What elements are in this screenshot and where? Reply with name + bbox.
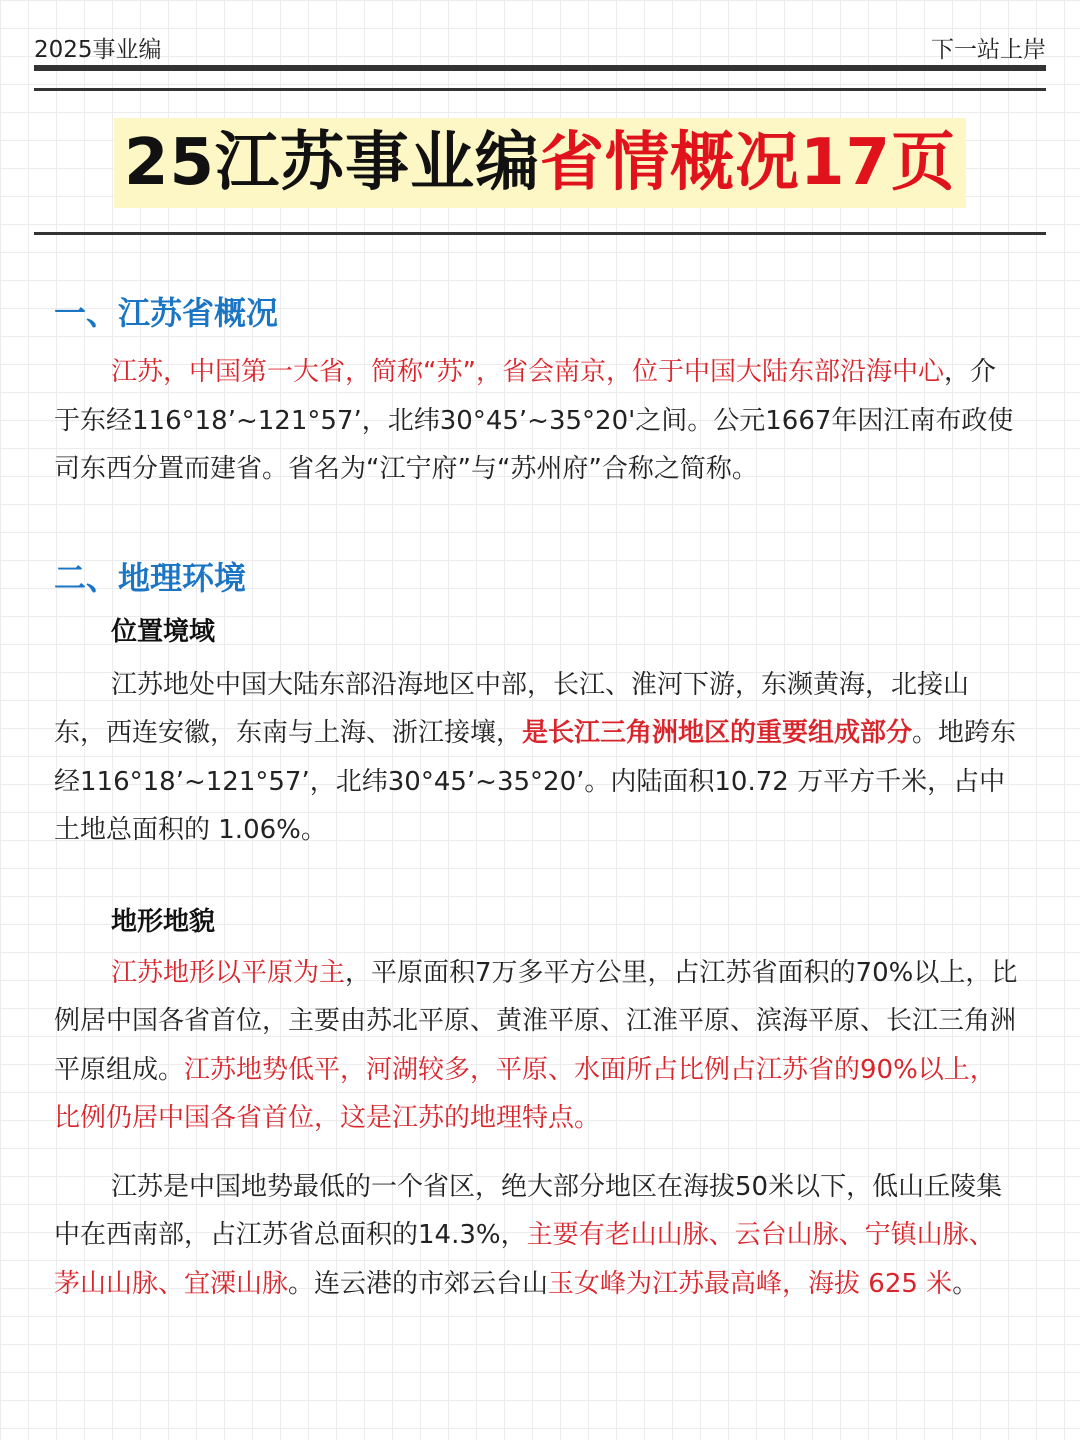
location-red-text: 是长江三角洲地区的重要组成部分 xyxy=(522,718,913,748)
terrain2-text-a: 江苏是中国地势最低的一个省区，绝大部分地区在海拔50米以下，低山丘陵集中在西南部，占江苏省总面积的14.3%， xyxy=(54,1171,1003,1250)
title-bottom-rule xyxy=(34,232,1046,235)
section1-paragraph xyxy=(54,348,1018,494)
terrain2-text-e: 。 xyxy=(952,1268,979,1299)
section1-text: ，介于东经116°18’~121°57’，北纬30°45’~35°20'之间。公元1667年因江南布政使司东西分置而建省。省名为“江宁府”与“苏州府”合称之简称。 xyxy=(54,357,1014,484)
terrain2-red-text-d: 玉女峰为江苏最高峰，海拔 625 米 xyxy=(548,1268,953,1299)
header-left-label: 2025事业编 xyxy=(34,37,162,63)
location-text-b: 。地跨东经116°18’~121°57’，北纬30°45’~35°20’。内陆面积10.72 万平方千米，占中土地总面积的 1.06%。 xyxy=(54,718,1017,845)
terrain-red-text-c: 江苏地势低平，河湖较多，平原、水面所占比例占江苏省的90%以上，比例仍居中国各省首位，这是江苏的地理特点。 xyxy=(54,1054,996,1133)
location-paragraph xyxy=(54,661,1018,855)
title-black-part: 25江苏事业编 xyxy=(123,126,540,200)
subheading-terrain: 地形地貌 xyxy=(111,906,216,937)
title-red-part: 省情概况17页 xyxy=(540,126,957,200)
header-right-label: 下一站上岸 xyxy=(931,37,1046,63)
terrain2-text-c: 。连云港的市郊云台山 xyxy=(288,1268,549,1299)
terrain-paragraph-1 xyxy=(54,949,1018,1143)
page-title xyxy=(114,118,966,208)
terrain-red-text-a: 江苏地形以平原为主 xyxy=(111,957,346,988)
terrain-text-b: ，平原面积7万多平方公里，占江苏省面积的70%以上，比例居中国各省首位，主要由苏北平原、黄淮平原、江淮平原、滨海平原、长江三角洲平原组成。 xyxy=(54,957,1018,1085)
section1-red-text: 江苏，中国第一大省，简称“苏”，省会南京，位于中国大陆东部沿海中心 xyxy=(111,357,944,387)
section2-heading: 二、地理环境 xyxy=(54,558,247,597)
terrain-paragraph-2 xyxy=(54,1163,1018,1309)
terrain2-red-text-b: 主要有老山山脉、云台山脉、宁镇山脉、茅山山脉、宜溧山脉 xyxy=(54,1220,995,1299)
top-bar xyxy=(34,30,1046,64)
subheading-location: 位置境域 xyxy=(111,616,216,647)
section1-heading: 一、江苏省概况 xyxy=(54,294,279,332)
location-text-a: 江苏地处中国大陆东部沿海地区中部，长江、淮河下游，东濒黄海，北接山东，西连安徽，东南与上海、浙江接壤， xyxy=(54,669,970,748)
main-content xyxy=(54,290,1018,1308)
top-thin-rule xyxy=(34,88,1046,91)
title-area xyxy=(0,118,1080,208)
top-thick-rule xyxy=(34,65,1046,71)
